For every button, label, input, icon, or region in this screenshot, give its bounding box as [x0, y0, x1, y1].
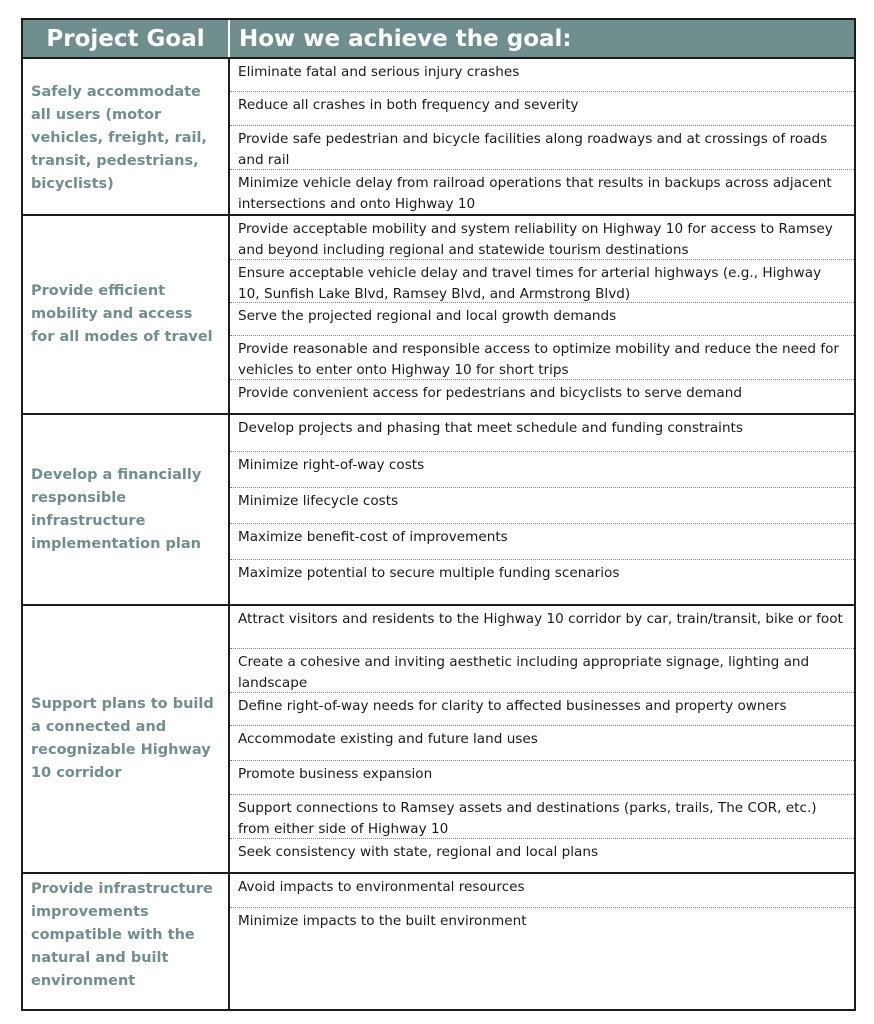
goal-cell: Provide efficient mobility and access for all modes of travel: [23, 216, 230, 413]
strategy-list: [230, 59, 854, 214]
strategy-list: [230, 415, 854, 604]
header-how-we-achieve: How we achieve the goal:: [239, 25, 572, 52]
strategy-item: Eliminate fatal and serious injury crashes: [230, 59, 854, 92]
strategy-item: Promote business expansion: [230, 761, 854, 796]
strategy-item: Avoid impacts to environmental resources: [230, 874, 854, 908]
table-header: [23, 20, 854, 59]
goal-cell: Develop a financially responsible infrastructure implementation plan: [23, 415, 230, 604]
strategy-item: Maximize potential to secure multiple funding scenarios: [238, 565, 620, 581]
goal-group-financial: [23, 415, 854, 606]
strategy-item: Reduce all crashes in both frequency and severity: [230, 92, 854, 126]
strategy-list: [230, 874, 854, 1009]
goal-cell: Support plans to build a connected and recognizable Highway 10 corridor: [23, 606, 230, 872]
strategy-list: [230, 216, 854, 413]
strategy-item: Minimize impacts to the built environment: [238, 913, 527, 929]
strategy-item: Provide safe pedestrian and bicycle facilities along roadways and at crossings of roads and rail: [230, 126, 854, 170]
strategy-item: Minimize right-of-way costs: [230, 452, 854, 488]
strategy-item: Minimize vehicle delay from railroad operations that results in backups across adjacent intersections and onto Highway 10: [238, 175, 832, 212]
strategy-item: Provide reasonable and responsible access to optimize mobility and reduce the need for vehicles to enter onto Highway 10 for short trips: [230, 336, 854, 380]
strategy-item: Minimize lifecycle costs: [230, 488, 854, 524]
goal-group-environment: [23, 874, 854, 1009]
strategy-item: Attract visitors and residents to the Highway 10 corridor by car, train/transit, bike or foot: [230, 606, 854, 649]
strategy-item: Seek consistency with state, regional and local plans: [238, 844, 599, 861]
strategy-item: Provide acceptable mobility and system reliability on Highway 10 for access to Ramsey and beyond including regional and statewide tourism destinations: [230, 216, 854, 260]
strategy-item: Accommodate existing and future land uses: [230, 726, 854, 761]
strategy-item: Maximize benefit-cost of improvements: [230, 524, 854, 560]
goal-group-safety: [23, 59, 854, 216]
goal-cell: Safely accommodate all users (motor vehicles, freight, rail, transit, pedestrians, bicyclists): [23, 59, 230, 214]
strategy-item: Ensure acceptable vehicle delay and travel times for arterial highways (e.g., Highway 10, Sunfish Lake Blvd, Ramsey Blvd, and Armstrong Blvd): [230, 260, 854, 303]
goals-table: [21, 18, 856, 1011]
strategy-item: Serve the projected regional and local growth demands: [230, 303, 854, 336]
header-project-goal: Project Goal: [23, 20, 230, 57]
strategy-item: Support connections to Ramsey assets and destinations (parks, trails, The COR, etc.) from either side of Highway 10: [230, 795, 854, 839]
strategy-item: Provide convenient access for pedestrians and bicyclists to serve demand: [238, 385, 742, 402]
strategy-item: Create a cohesive and inviting aesthetic including appropriate signage, lighting and landscape: [230, 649, 854, 693]
strategy-item: Define right-of-way needs for clarity to affected businesses and property owners: [230, 693, 854, 727]
goal-group-mobility: [23, 216, 854, 415]
strategy-list: [230, 606, 854, 872]
goal-group-corridor: [23, 606, 854, 874]
goal-cell: Provide infrastructure improvements compatible with the natural and built environment: [23, 874, 230, 1009]
strategy-item: Develop projects and phasing that meet schedule and funding constraints: [230, 415, 854, 452]
